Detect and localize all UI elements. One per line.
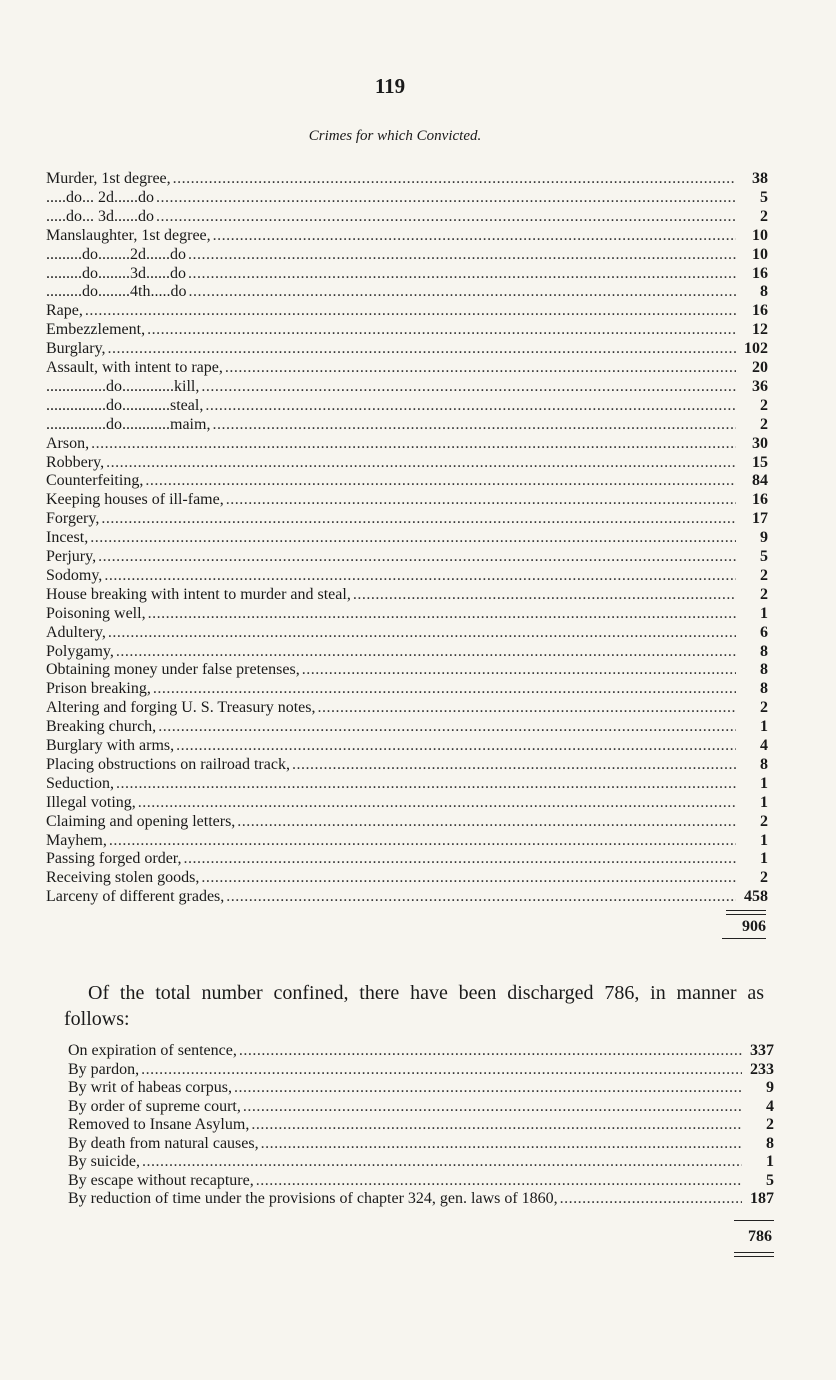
- crime-row: [46, 321, 768, 339]
- crimes-total-rule-bottom: [726, 914, 766, 915]
- discharge-row-value: 2: [766, 1116, 774, 1133]
- discharge-row: [68, 1116, 774, 1134]
- crime-row: [46, 227, 768, 245]
- crime-row-label: Forgery,: [46, 510, 100, 528]
- discharge-row-value: 233: [750, 1060, 774, 1078]
- crime-row: [46, 283, 768, 301]
- dot-leader: [188, 246, 736, 264]
- crime-row: [46, 302, 768, 320]
- dot-leader: [116, 775, 736, 793]
- crime-row-label: Sodomy,: [46, 566, 103, 584]
- crime-row-value: 8: [760, 680, 768, 698]
- dot-leader: [261, 1135, 742, 1153]
- crime-row: [46, 661, 768, 679]
- crime-row-label: Assault, with intent to rape,: [46, 359, 223, 376]
- dot-leader: [226, 888, 736, 906]
- dot-leader: [108, 340, 736, 358]
- dot-leader: [302, 661, 736, 679]
- crime-row-label: Placing obstructions on railroad track,: [46, 755, 290, 773]
- dot-leader: [85, 302, 736, 320]
- crime-row-value: 38: [752, 170, 768, 187]
- dot-leader: [138, 794, 736, 812]
- dot-leader: [104, 567, 736, 585]
- crime-row: [46, 472, 768, 490]
- discharge-row: [68, 1172, 774, 1190]
- dot-leader: [147, 321, 736, 339]
- discharge-row-label: By death from natural causes,: [68, 1134, 259, 1152]
- crime-row-label: .........do........4th.....do: [46, 283, 187, 301]
- crime-row-label: Altering and forging U. S. Treasury notes,: [46, 699, 316, 717]
- crime-row: [46, 510, 768, 528]
- crime-row-label: Prison breaking,: [46, 680, 151, 698]
- dot-leader: [90, 529, 736, 547]
- crime-row: [46, 378, 768, 396]
- crime-row: [46, 775, 768, 793]
- crime-row: [46, 832, 768, 850]
- dot-leader: [158, 718, 736, 736]
- discharge-row: [68, 1079, 774, 1097]
- dot-leader: [205, 397, 736, 415]
- dot-leader: [101, 510, 736, 528]
- crimes-total: 906: [742, 918, 766, 935]
- crime-row-label: Larceny of different grades,: [46, 888, 225, 906]
- discharge-intro: Of the total number confined, there have been discharged 786, in manner as follows:: [64, 982, 764, 1030]
- crime-row-label: Passing forged order,: [46, 850, 182, 868]
- discharge-row: [68, 1042, 774, 1060]
- crime-row: [46, 416, 768, 434]
- crime-row-label: Polygamy,: [46, 642, 114, 660]
- crime-row: [46, 888, 768, 906]
- dot-leader: [108, 624, 736, 642]
- dot-leader: [243, 1098, 742, 1116]
- crime-row-value: 9: [760, 529, 768, 547]
- crime-row-label: Incest,: [46, 529, 89, 547]
- discharge-row-value: 5: [766, 1171, 774, 1189]
- discharges-total-rule: [734, 1220, 774, 1221]
- dot-leader: [91, 435, 736, 453]
- crime-row-value: 2: [760, 415, 768, 433]
- crime-row-value: 2: [760, 566, 768, 584]
- crime-row: [46, 813, 768, 831]
- crime-row-label: Illegal voting,: [46, 793, 136, 811]
- crime-row-label: Obtaining money under false pretenses,: [46, 661, 300, 679]
- crime-row: [46, 340, 768, 358]
- crime-row-value: 84: [752, 472, 768, 490]
- crime-row-label: .........do........3d......do: [46, 264, 186, 282]
- crime-row-value: 17: [752, 510, 768, 528]
- crime-row-label: ...............do............steal,: [46, 396, 204, 414]
- dot-leader: [148, 605, 736, 623]
- crime-row-value: 16: [752, 264, 768, 282]
- crime-row-value: 5: [760, 548, 768, 565]
- dot-leader: [153, 680, 736, 698]
- crime-row: [46, 869, 768, 887]
- crime-row-label: Rape,: [46, 302, 83, 320]
- crime-row-value: 8: [760, 661, 768, 679]
- crime-row-label: Claiming and opening letters,: [46, 812, 236, 830]
- crimes-total-underline: [722, 938, 766, 939]
- discharges-total-rule-bottom-2: [734, 1256, 774, 1257]
- dot-leader: [201, 378, 736, 396]
- crime-row: [46, 850, 768, 868]
- discharge-row-value: 9: [766, 1079, 774, 1096]
- crime-row-label: Breaking church,: [46, 718, 157, 736]
- dot-leader: [116, 643, 736, 661]
- dot-leader: [201, 869, 736, 887]
- crime-row-value: 8: [760, 642, 768, 660]
- crime-row-value: 2: [760, 699, 768, 717]
- discharge-row-label: By suicide,: [68, 1153, 140, 1170]
- crime-row-value: 10: [752, 245, 768, 263]
- crime-row: [46, 680, 768, 698]
- discharge-row: [68, 1061, 774, 1079]
- crime-row-value: 12: [752, 321, 768, 339]
- dot-leader: [251, 1116, 742, 1134]
- crime-row-label: .........do........2d......do: [46, 245, 186, 263]
- dot-leader: [183, 850, 736, 868]
- crime-row-value: 30: [752, 434, 768, 452]
- discharge-row: [68, 1190, 774, 1208]
- crime-row-value: 2: [760, 585, 768, 603]
- crime-row-label: Embezzlement,: [46, 321, 146, 339]
- page-number: 119: [374, 74, 406, 98]
- crime-row: [46, 397, 768, 415]
- crime-row: [46, 454, 768, 472]
- crime-row-label: Manslaughter, 1st degree,: [46, 226, 211, 244]
- crime-row-value: 2: [760, 869, 768, 887]
- crime-row: [46, 246, 768, 264]
- discharge-row: [68, 1153, 774, 1171]
- dot-leader: [188, 283, 736, 301]
- crime-row-label: Mayhem,: [46, 831, 107, 849]
- dot-leader: [237, 813, 736, 831]
- crime-row-value: 1: [760, 850, 768, 868]
- discharge-row-value: 8: [766, 1134, 774, 1152]
- crime-row-label: Arson,: [46, 434, 90, 452]
- crime-row-value: 4: [760, 737, 768, 754]
- crimes-total-rule-top: [726, 910, 766, 911]
- crime-row-label: ...............do.............kill,: [46, 377, 200, 395]
- crime-row: [46, 170, 768, 188]
- discharges-total-rule-bottom-1: [734, 1252, 774, 1253]
- crime-row-label: Receiving stolen goods,: [46, 869, 200, 887]
- crime-row-value: 16: [752, 302, 768, 320]
- discharge-row-value: 187: [750, 1190, 774, 1207]
- crime-row: [46, 624, 768, 642]
- crime-row-value: 36: [752, 377, 768, 395]
- dot-leader: [234, 1079, 742, 1097]
- crime-row-value: 1: [760, 718, 768, 736]
- discharge-row-value: 337: [750, 1042, 774, 1059]
- crime-row-label: Perjury,: [46, 548, 97, 565]
- crime-row-value: 10: [752, 226, 768, 244]
- dot-leader: [239, 1042, 742, 1060]
- dot-leader: [156, 208, 736, 226]
- crime-row-value: 102: [744, 340, 768, 358]
- section-title: Crimes for which Convicted.: [308, 128, 482, 144]
- crime-row: [46, 737, 768, 755]
- crime-row-value: 1: [760, 831, 768, 849]
- crime-row-label: Keeping houses of ill-fame,: [46, 491, 224, 509]
- dot-leader: [317, 699, 736, 717]
- crime-row: [46, 718, 768, 736]
- crime-row-label: Robbery,: [46, 453, 105, 471]
- dot-leader: [226, 491, 736, 509]
- discharge-row-label: By writ of habeas corpus,: [68, 1079, 232, 1096]
- discharge-row-label: Removed to Insane Asylum,: [68, 1116, 250, 1133]
- crime-row: [46, 794, 768, 812]
- crime-row-label: Murder, 1st degree,: [46, 170, 171, 187]
- crime-row-value: 6: [760, 623, 768, 641]
- crime-row-value: 1: [760, 604, 768, 622]
- crime-row-label: .....do... 3d......do: [46, 207, 154, 225]
- discharge-row-label: By pardon,: [68, 1060, 140, 1078]
- crime-row-label: Burglary,: [46, 340, 106, 358]
- dot-leader: [225, 359, 736, 377]
- crime-row: [46, 605, 768, 623]
- dot-leader: [173, 170, 736, 188]
- discharge-row: [68, 1135, 774, 1153]
- discharge-row-label: By escape without recapture,: [68, 1171, 254, 1189]
- crime-row-value: 458: [744, 888, 768, 906]
- crime-row-label: .....do... 2d......do: [46, 188, 154, 206]
- crime-row-value: 8: [760, 283, 768, 301]
- crime-row: [46, 208, 768, 226]
- crime-row-label: Seduction,: [46, 774, 114, 792]
- dot-leader: [212, 416, 736, 434]
- crime-row-value: 2: [760, 207, 768, 225]
- discharge-row-value: 1: [766, 1153, 774, 1170]
- crime-row: [46, 643, 768, 661]
- crime-row: [46, 435, 768, 453]
- dot-leader: [176, 737, 736, 755]
- discharge-row: [68, 1098, 774, 1116]
- crime-row: [46, 529, 768, 547]
- dot-leader: [560, 1190, 742, 1208]
- crime-row-value: 8: [760, 755, 768, 773]
- crime-row: [46, 189, 768, 207]
- dot-leader: [142, 1153, 742, 1171]
- crime-row-value: 20: [752, 359, 768, 376]
- crime-row-value: 2: [760, 812, 768, 830]
- dot-leader: [141, 1061, 742, 1079]
- crime-row-value: 16: [752, 491, 768, 509]
- crime-row: [46, 699, 768, 717]
- dot-leader: [106, 454, 736, 472]
- crime-row-label: Counterfeiting,: [46, 472, 144, 490]
- dot-leader: [156, 189, 736, 207]
- crime-row-value: 15: [752, 453, 768, 471]
- crime-row: [46, 586, 768, 604]
- discharge-row-label: On expiration of sentence,: [68, 1042, 237, 1059]
- dot-leader: [98, 548, 736, 566]
- crime-row-label: House breaking with intent to murder and steal,: [46, 585, 351, 603]
- crime-row: [46, 548, 768, 566]
- crime-row-label: Burglary with arms,: [46, 737, 175, 754]
- crime-row-label: Adultery,: [46, 623, 106, 641]
- crime-row-label: ...............do............maim,: [46, 415, 211, 433]
- dot-leader: [353, 586, 736, 604]
- crime-row-value: 5: [760, 188, 768, 206]
- dot-leader: [188, 265, 736, 283]
- crime-row-value: 1: [760, 793, 768, 811]
- dot-leader: [109, 832, 736, 850]
- crime-row: [46, 567, 768, 585]
- crime-row: [46, 756, 768, 774]
- discharge-row-label: By reduction of time under the provisions of chapter 324, gen. laws of 1860,: [68, 1190, 558, 1207]
- discharges-total: 786: [748, 1228, 772, 1245]
- dot-leader: [213, 227, 736, 245]
- crime-row: [46, 491, 768, 509]
- crime-row: [46, 265, 768, 283]
- crime-row-value: 2: [760, 396, 768, 414]
- crime-row-value: 1: [760, 774, 768, 792]
- discharge-row-value: 4: [766, 1097, 774, 1115]
- crime-row-label: Poisoning well,: [46, 604, 146, 622]
- dot-leader: [145, 472, 736, 490]
- dot-leader: [292, 756, 736, 774]
- crime-row: [46, 359, 768, 377]
- discharge-row-label: By order of supreme court,: [68, 1097, 241, 1115]
- dot-leader: [256, 1172, 742, 1190]
